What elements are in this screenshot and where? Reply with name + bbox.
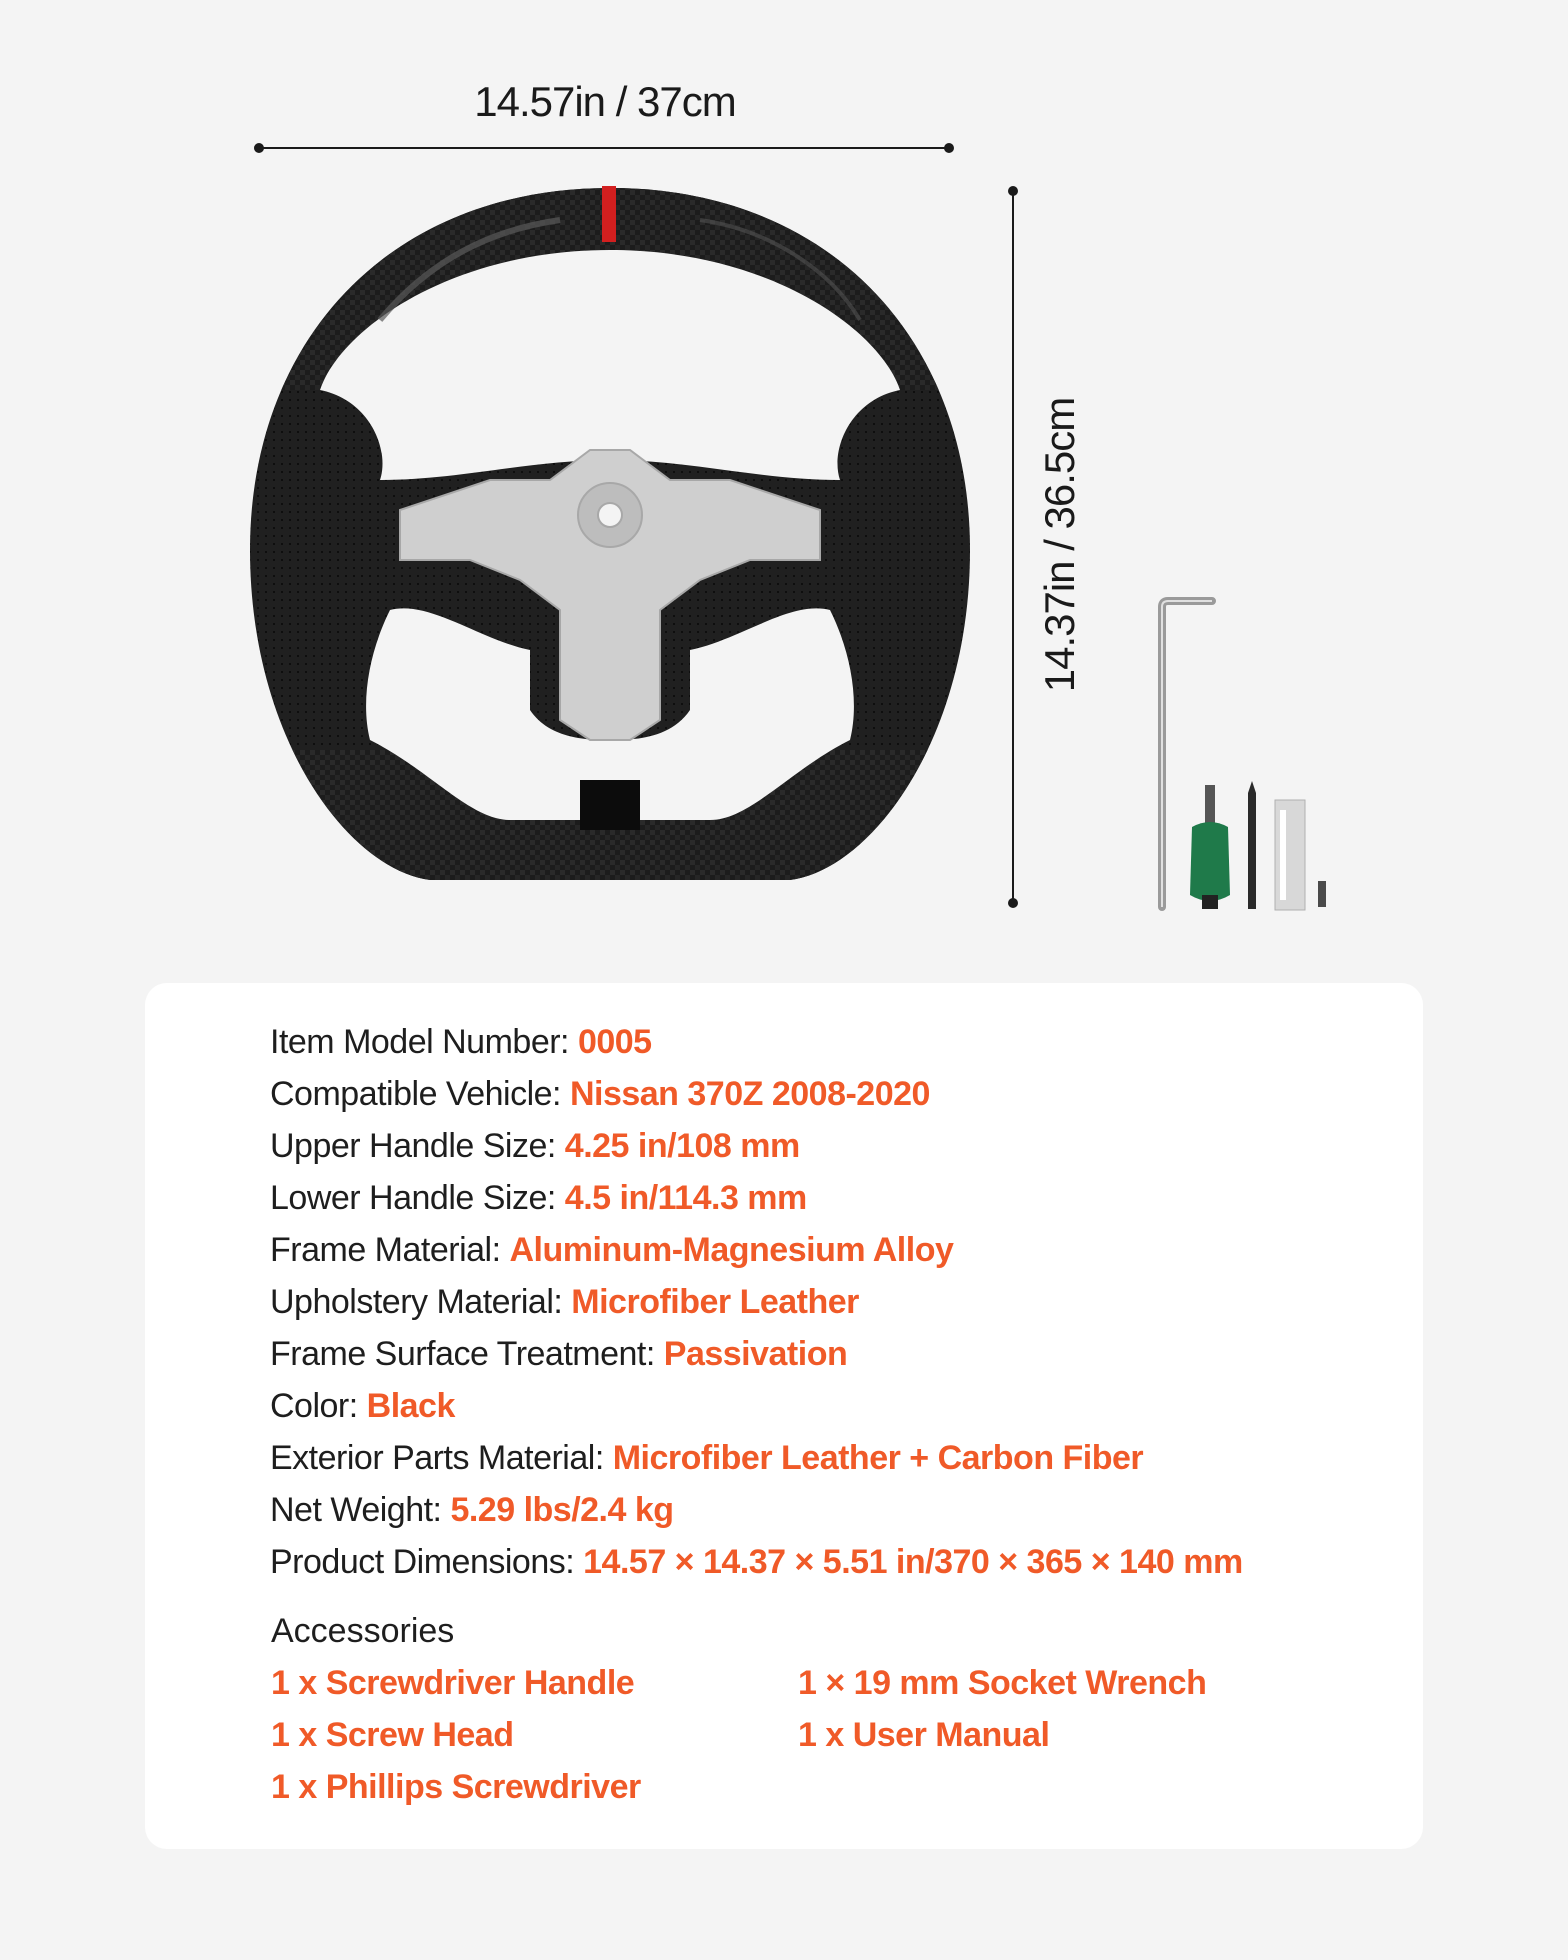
spec-lower-handle-size: Lower Handle Size: 4.5 in/114.3 mm bbox=[270, 1179, 807, 1217]
spec-frame-surface-treatment: Frame Surface Treatment: Passivation bbox=[270, 1335, 848, 1373]
spec-upholstery-material: Upholstery Material: Microfiber Leather bbox=[270, 1283, 859, 1321]
screw-head-icon bbox=[1318, 881, 1326, 907]
accessory-item: 1 x Phillips Screwdriver bbox=[271, 1768, 641, 1806]
accessories-right-column bbox=[798, 1657, 1206, 1761]
accessory-tools-image bbox=[1140, 595, 1340, 915]
accessory-item: 1 × 19 mm Socket Wrench bbox=[798, 1664, 1207, 1702]
accessory-item: 1 x Screwdriver Handle bbox=[271, 1664, 635, 1702]
spec-product-dimensions: Product Dimensions: 14.57 × 14.37 × 5.51 in/370 × 365 × 140 mm bbox=[270, 1543, 1243, 1581]
width-line-start-dot bbox=[254, 143, 264, 153]
spec-net-weight: Net Weight: 5.29 lbs/2.4 kg bbox=[270, 1491, 674, 1529]
spec-frame-material: Frame Material: Aluminum-Magnesium Alloy bbox=[270, 1231, 954, 1269]
width-line-end-dot bbox=[944, 143, 954, 153]
phillips-screwdriver-icon bbox=[1248, 781, 1256, 909]
spec-exterior-parts-material: Exterior Parts Material: Microfiber Leather + Carbon Fiber bbox=[270, 1439, 1144, 1477]
spec-item-model-number: Item Model Number: 0005 bbox=[270, 1023, 652, 1061]
red-center-marker bbox=[602, 186, 616, 242]
specification-list bbox=[270, 1016, 1243, 1588]
spec-color: Color: Black bbox=[270, 1387, 455, 1425]
accessory-item: 1 x Screw Head bbox=[271, 1716, 514, 1754]
height-line-top-dot bbox=[1008, 186, 1018, 196]
spec-compatible-vehicle: Compatible Vehicle: Nissan 370Z 2008-2020 bbox=[270, 1075, 930, 1113]
hub-bottom-connector bbox=[580, 780, 640, 830]
width-dimension-label: 14.57in / 37cm bbox=[474, 78, 736, 125]
height-line-bottom-dot bbox=[1008, 898, 1018, 908]
height-dimension-label: 14.37in / 36.5cm bbox=[1036, 397, 1083, 693]
screwdriver-handle-icon bbox=[1190, 785, 1230, 909]
accessories-left-column bbox=[271, 1657, 641, 1813]
socket-wrench-icon bbox=[1275, 800, 1305, 910]
spec-upper-handle-size: Upper Handle Size: 4.25 in/108 mm bbox=[270, 1127, 800, 1165]
width-dimension-line bbox=[258, 147, 950, 149]
height-dimension-line bbox=[1012, 190, 1014, 903]
steering-wheel-image bbox=[230, 180, 990, 920]
accessory-item: 1 x User Manual bbox=[798, 1716, 1050, 1754]
accessories-heading: Accessories bbox=[271, 1612, 455, 1650]
